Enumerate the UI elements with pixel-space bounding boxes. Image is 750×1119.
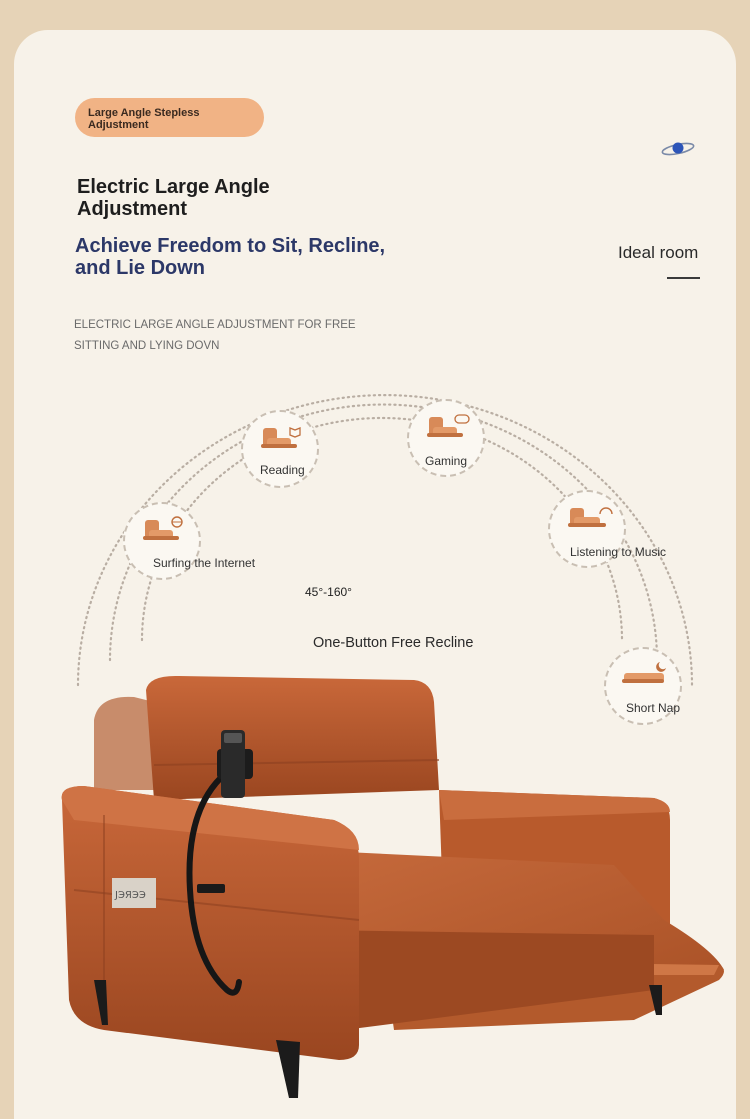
mode-label-reading: Reading [260, 463, 305, 477]
feature-badge: Large Angle Stepless Adjustment [75, 98, 264, 137]
feature-label: One-Button Free Recline [313, 635, 474, 651]
angle-range: 45°-160° [305, 585, 352, 599]
mode-label-music: Listening to Music [570, 545, 667, 559]
page-subtitle: Achieve Freedom to Sit, Recline, and Lie Down [75, 235, 386, 279]
content-card [14, 30, 736, 1119]
mode-label-surfing: Surfing the Internet [153, 556, 256, 570]
mode-label-gaming: Gaming [425, 454, 468, 468]
ideal-room-label: Ideal room [618, 243, 699, 262]
sofa-image [14, 30, 736, 1119]
svg-text:ЈЭЯЭЭ: ЈЭЯЭЭ [115, 890, 146, 901]
page-title: Electric Large Angle Adjustment [77, 176, 270, 220]
description-text: ELECTRIC LARGE ANGLE ADJUSTMENT FOR FREE SITTING AND LYING DOVN [74, 319, 356, 352]
mode-label-nap: Short Nap [626, 701, 681, 715]
